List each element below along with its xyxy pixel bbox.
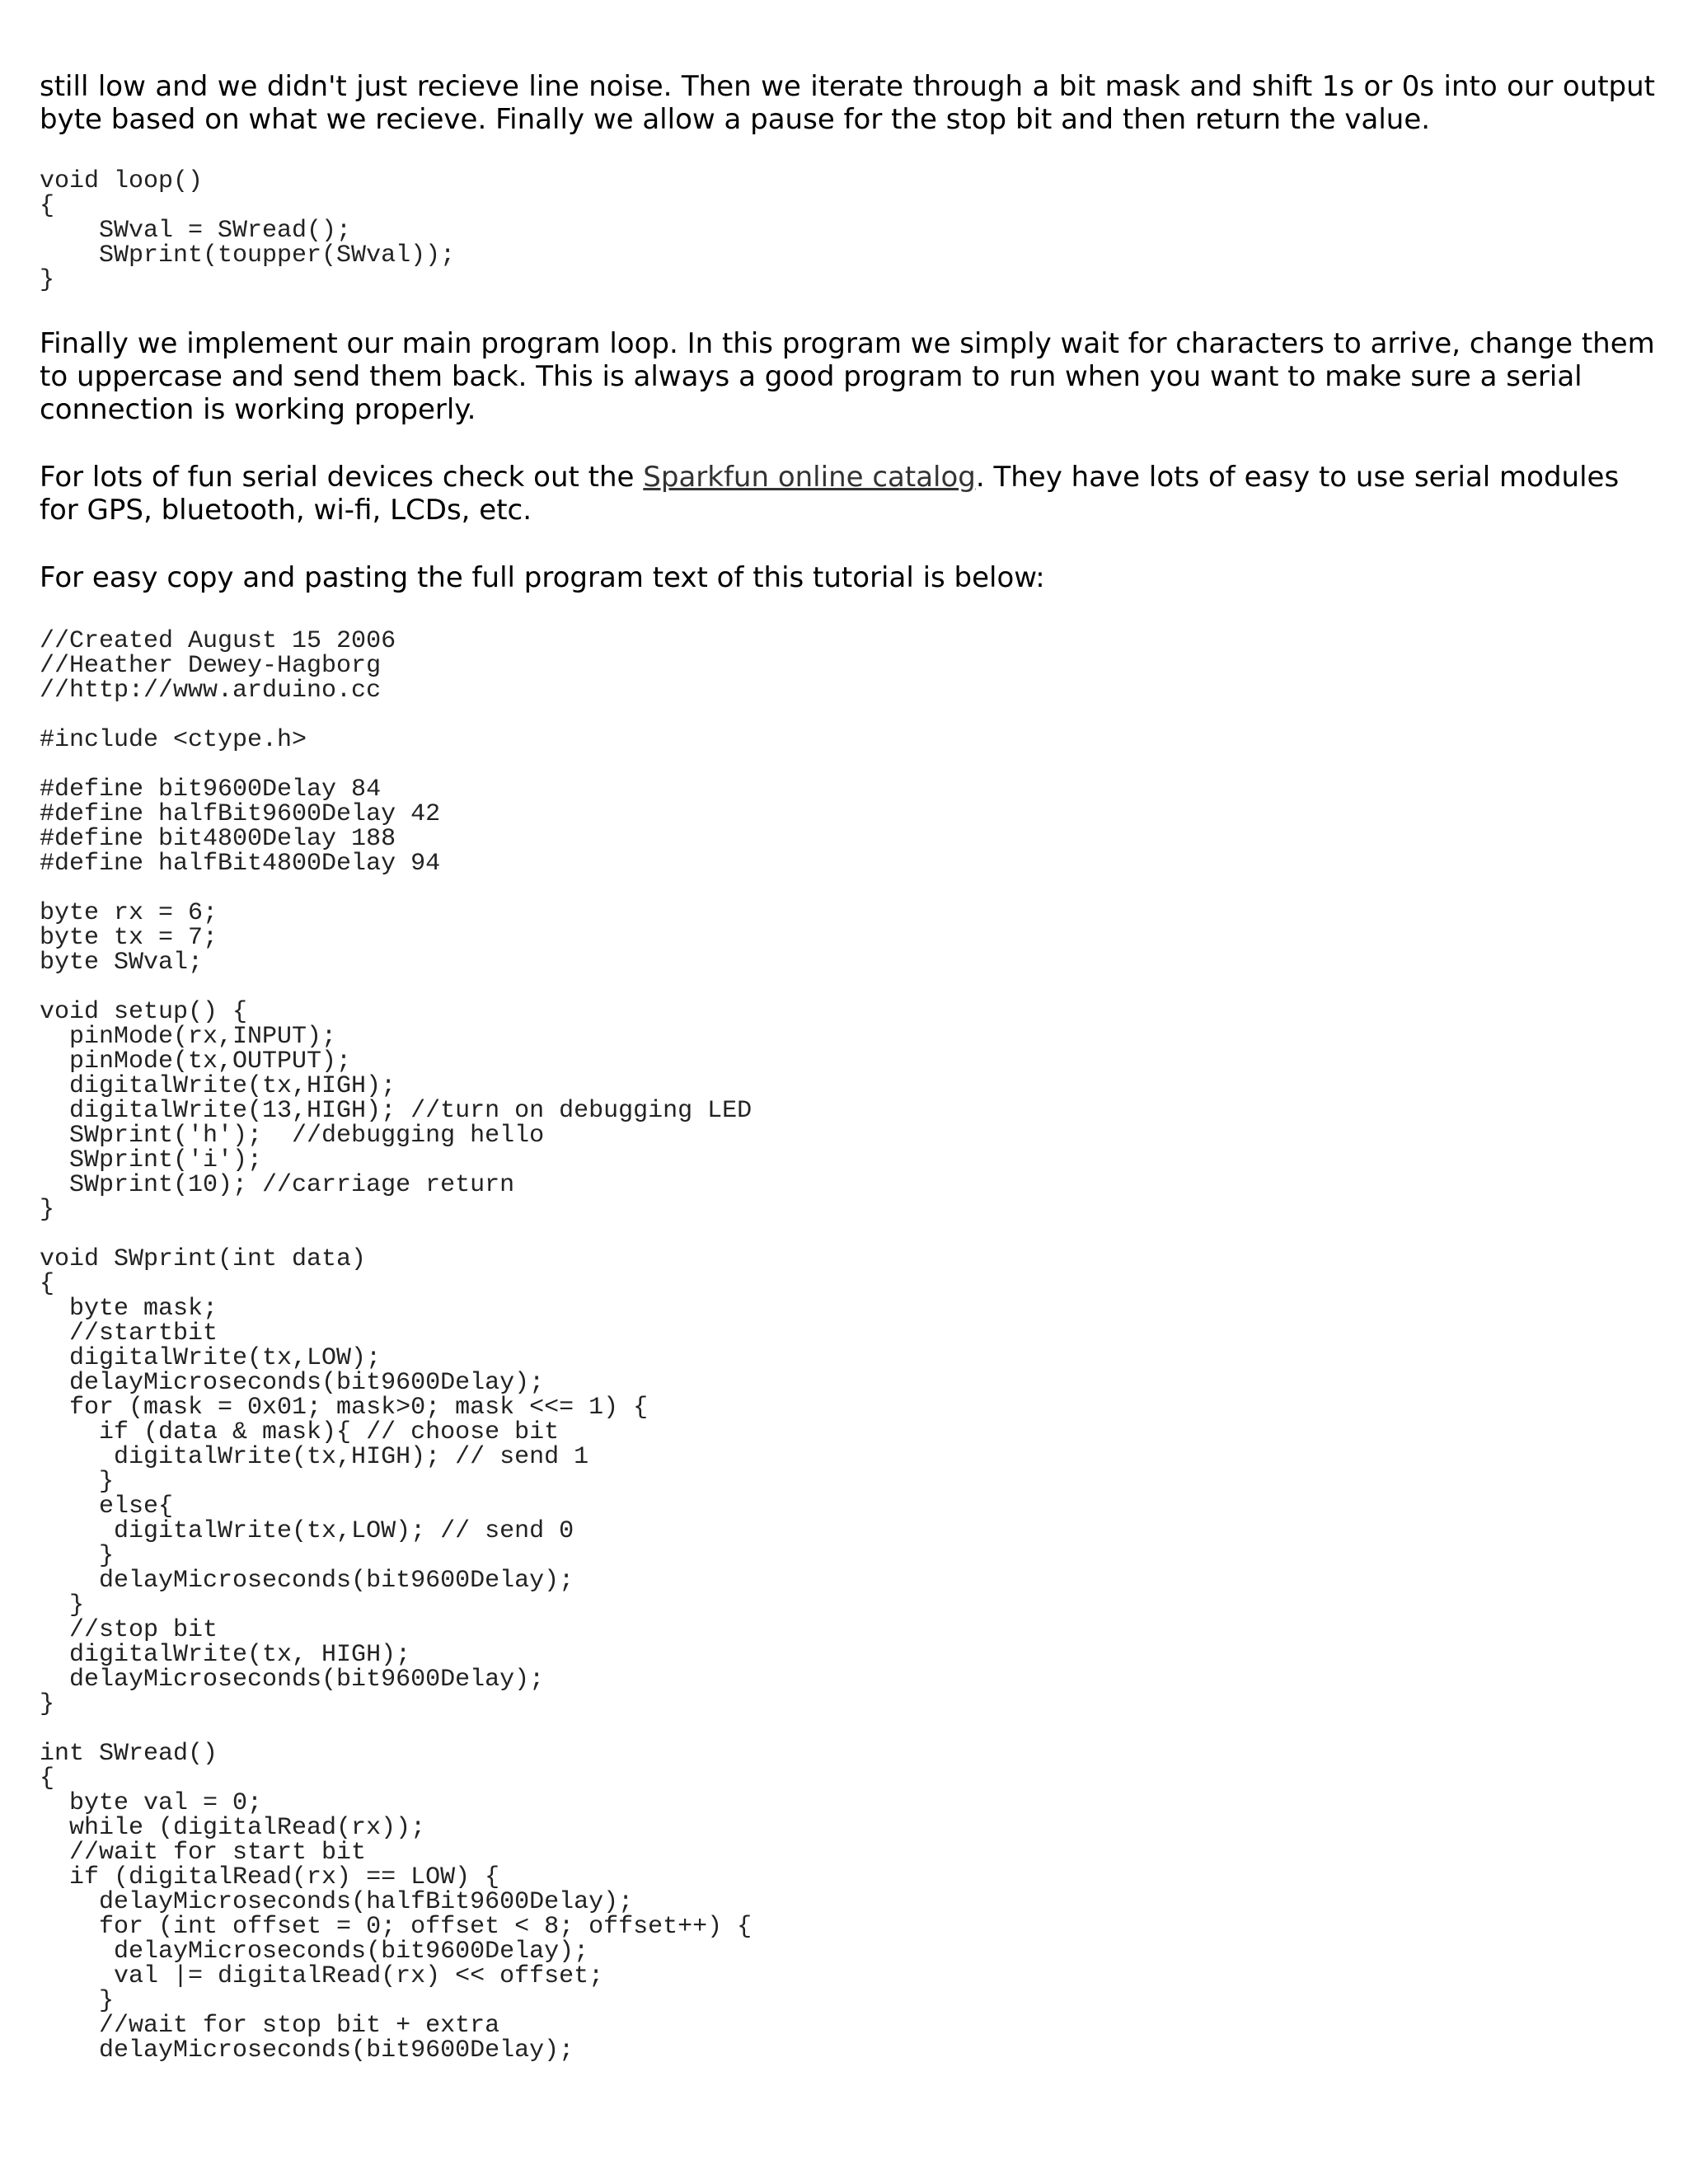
paragraph-sparkfun (40, 461, 1655, 527)
paragraph-sparkfun-text-before: For lots of fun serial devices check out the (40, 461, 644, 494)
spacer (40, 594, 1655, 629)
code-block-full-program: //Created August 15 2006 //Heather Dewey-Hagborg //http://www.arduino.cc #include <ctype.h> #define bit9600Delay 84 #define halfBit9600Delay 42 #define bit4800Delay 188 #define halfBit4800Delay 94 byte rx = 6; byte tx = 7; byte SWval; void setup() { pinMode(rx,INPUT); pinMode(tx,OUTPUT); digitalWrite(tx,HIGH); digitalWrite(13,HIGH); //turn on debugging LED SWprint('h'); //debugging hello SWprint('i'); SWprint(10); //carriage return } void SWprint(int data) { byte mask; //startbit digitalWrite(tx,LOW); delayMicroseconds(bit9600Delay); for (mask = 0x01; mask>0; mask <<= 1) { if (data & mask){ // choose bit digitalWrite(tx,HIGH); // send 1 } else{ digitalWrite(tx,LOW); // send 0 } delayMicroseconds(bit9600Delay); } //stop bit digitalWrite(tx, HIGH); delayMicroseconds(bit9600Delay); } int SWread() { byte val = 0; while (digitalRead(rx)); //wait for start bit if (digitalRead(rx) == LOW) { delayMicroseconds(halfBit9600Delay); for (int offset = 0; offset < 8; offset++) { delayMicroseconds(bit9600Delay); val |= digitalRead(rx) << offset; } //wait for stop bit + extra delayMicroseconds(bit9600Delay); (40, 627, 753, 2064)
sparkfun-catalog-link[interactable]: Sparkfun online catalog (643, 461, 976, 494)
paragraph-sparkfun-text-after: . They have lots of easy to use serial modules for GPS, bluetooth, wi-fi, LCDs, etc. (40, 461, 1620, 527)
spacer (40, 426, 1655, 461)
spacer (40, 136, 1655, 169)
paragraph-intro: still low and we didn't just recieve line noise. Then we iterate through a bit mask and shift 1s or 0s into our output byte based on what we recieve. Finally we allow a pause for the stop bit and then return the value. (40, 70, 1655, 136)
spacer (40, 527, 1655, 561)
code-block-loop: void loop() { SWval = SWread(); SWprint(toupper(SWval)); } (40, 167, 456, 294)
spacer (40, 293, 1655, 327)
paragraph-main-loop: Finally we implement our main program loop. In this program we simply wait for characters to arrive, change them to uppercase and send them back. This is always a good program to run when you want to make sure a serial connection is working properly. (40, 327, 1655, 426)
paragraph-copy-paste: For easy copy and pasting the full program text of this tutorial is below: (40, 561, 1045, 594)
document-page (40, 70, 1655, 2063)
